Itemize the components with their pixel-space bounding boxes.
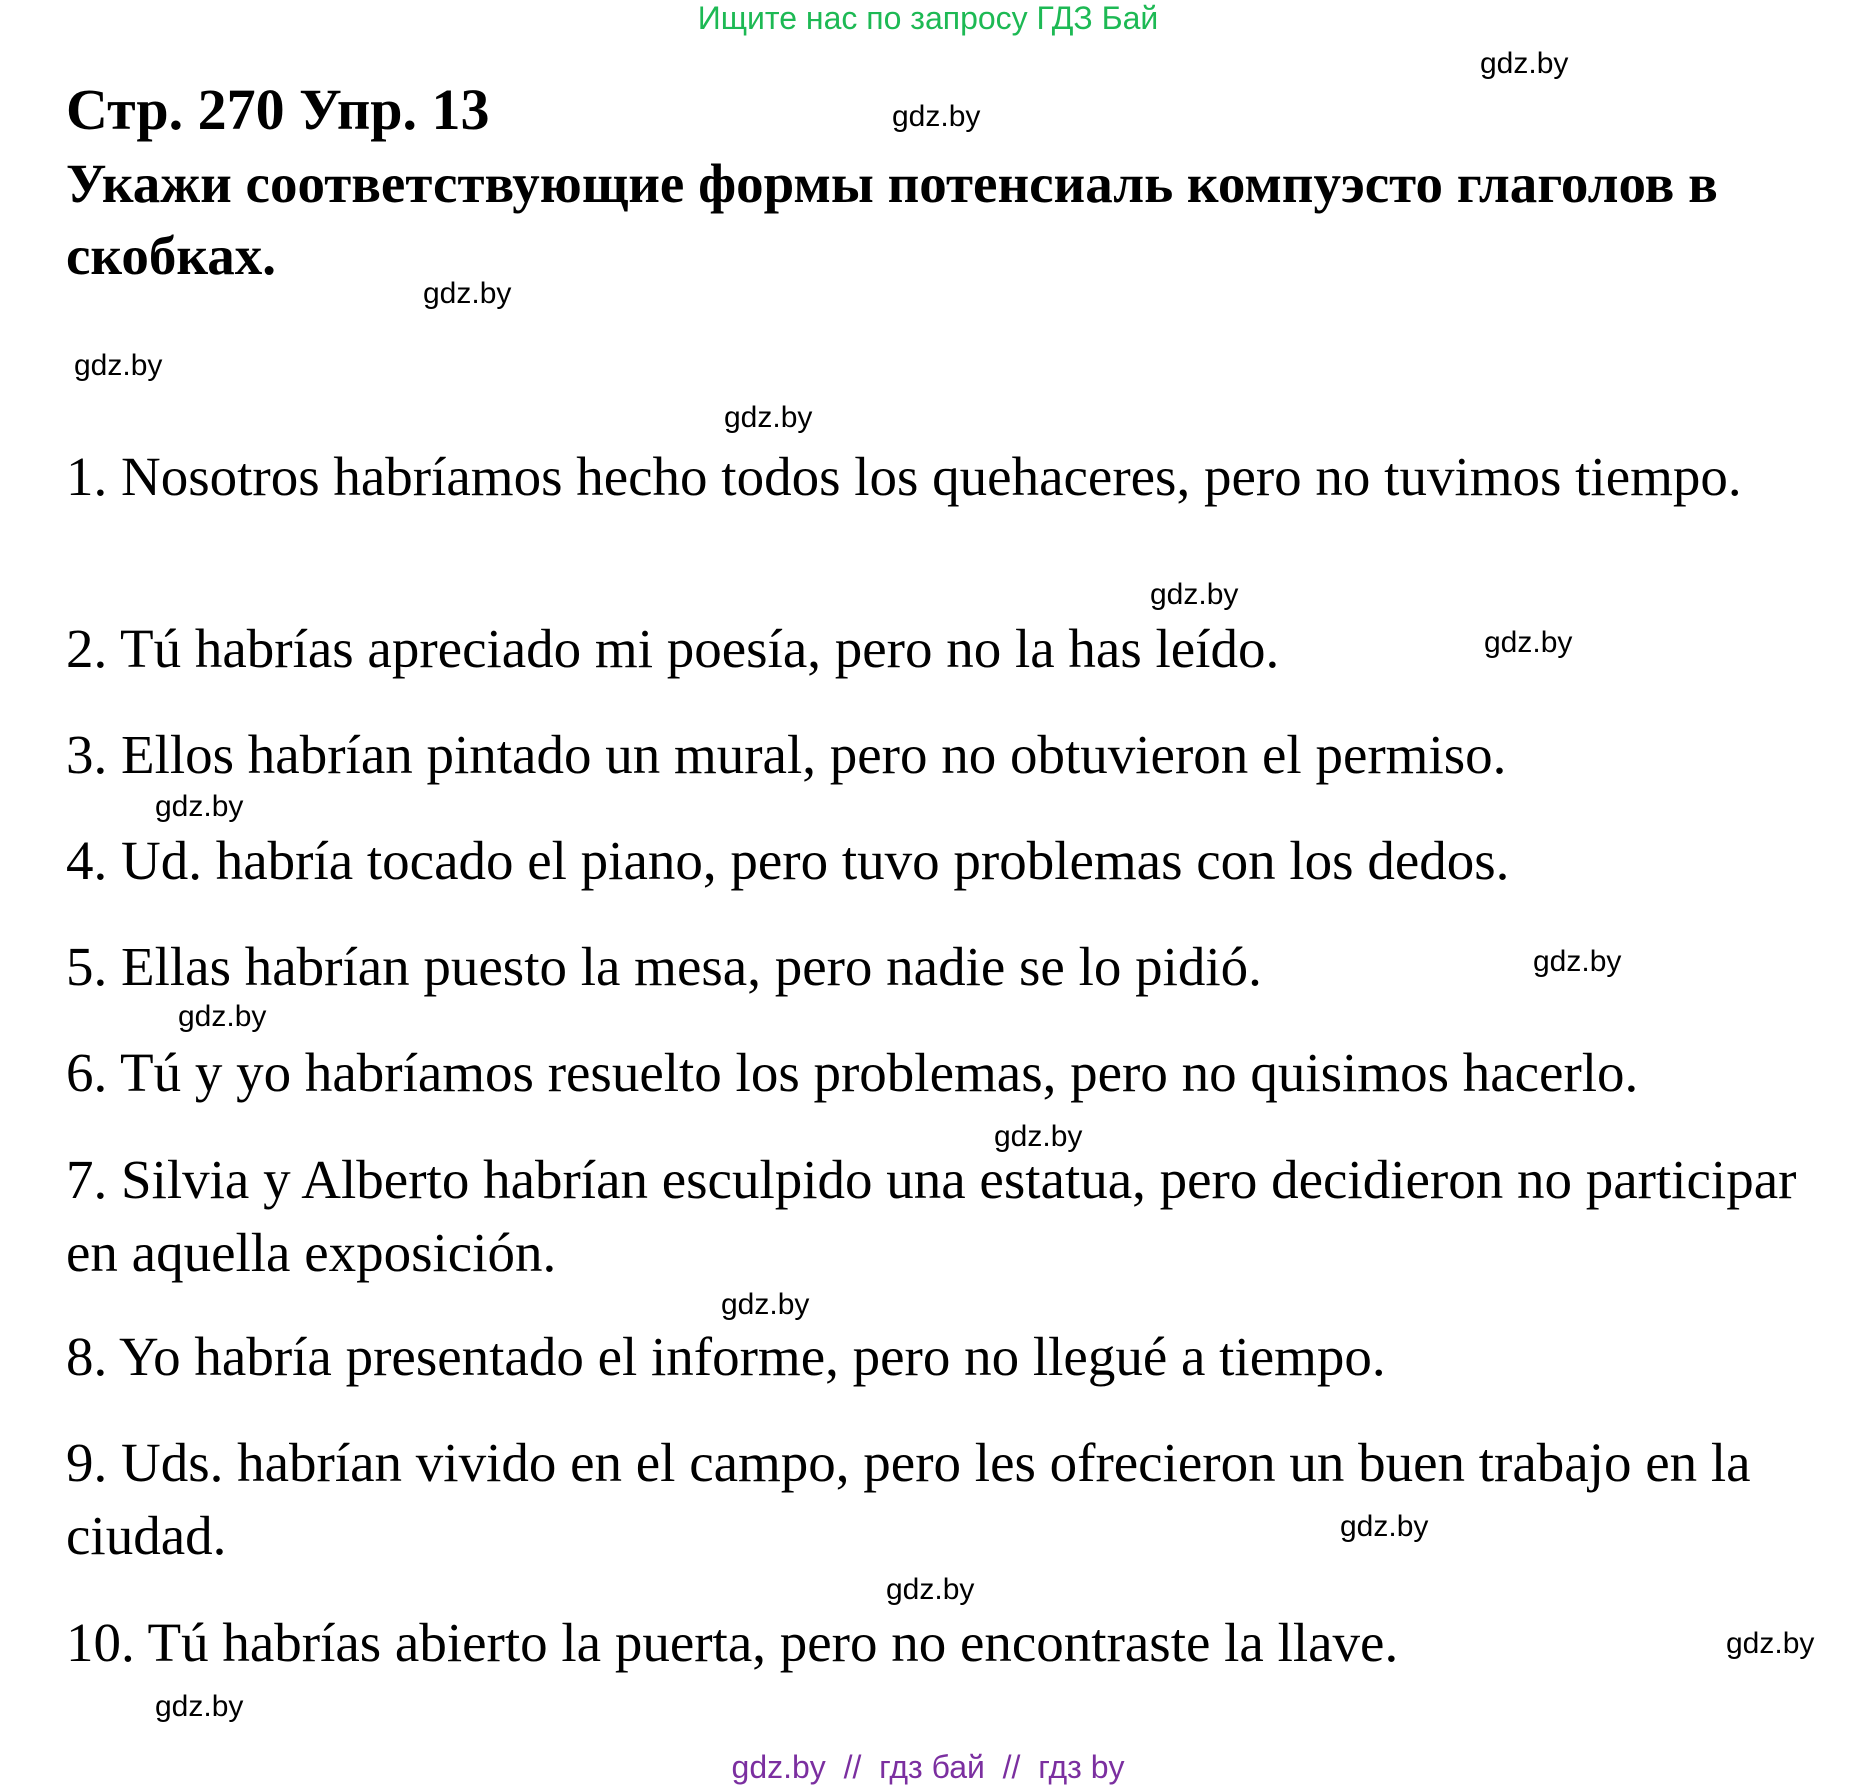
sentence-10: 10. Tú habrías abierto la puerta, pero no encontraste la llave. (66, 1612, 1399, 1673)
watermark: gdz.by (1480, 47, 1569, 80)
watermark: gdz.by (155, 1690, 244, 1723)
watermark: gdz.by (886, 1573, 975, 1606)
watermark: gdz.by (1150, 578, 1239, 611)
watermark: gdz.by (1726, 1627, 1815, 1660)
sentence-7: 7. Silvia y Alberto habrían esculpido una estatua, pero decidieron no participar en aquella exposición. (66, 1149, 1797, 1283)
sentence-5: 5. Ellas habrían puesto la mesa, pero nadie se lo pidió. (66, 936, 1262, 997)
footer-links[interactable]: gdz.by // гдз бай // гдз by (731, 1749, 1125, 1785)
top-banner[interactable]: Ищите нас по запросу ГДЗ Бай (697, 0, 1159, 36)
sentence-2: 2. Tú habrías apreciado mi poesía, pero no la has leído. (66, 618, 1280, 679)
sentence-8: 8. Yo habría presentado el informe, pero no llegué a tiempo. (66, 1326, 1386, 1387)
sentence-6: 6. Tú y yo habríamos resuelto los problemas, pero no quisimos hacerlo. (66, 1042, 1639, 1103)
watermark: gdz.by (994, 1120, 1083, 1153)
watermark: gdz.by (155, 790, 244, 823)
watermark: gdz.by (724, 401, 813, 434)
watermark: gdz.by (1340, 1510, 1429, 1543)
watermark: gdz.by (1484, 626, 1573, 659)
page-title: Стр. 270 Упр. 13 (66, 77, 490, 142)
sentence-9: 9. Uds. habrían vivido en el campo, pero les ofrecieron un buen trabajo en la ciudad. (66, 1432, 1751, 1566)
sentence-3: 3. Ellos habrían pintado un mural, pero no obtuvieron el permiso. (66, 724, 1507, 785)
watermark: gdz.by (178, 1000, 267, 1033)
watermark: gdz.by (74, 349, 163, 382)
watermark: gdz.by (721, 1288, 810, 1321)
task-instruction: Укажи соответствующие формы потенсиаль компуэсто глаголов в скобках. (66, 153, 1718, 286)
watermark: gdz.by (892, 100, 981, 133)
watermark: gdz.by (423, 277, 512, 310)
sentence-1: 1. Nosotros habríamos hecho todos los quehaceres, pero no tuvimos tiempo. (66, 446, 1742, 507)
sentence-4: 4. Ud. habría tocado el piano, pero tuvo problemas con los dedos. (66, 830, 1510, 891)
watermark: gdz.by (1533, 945, 1622, 978)
